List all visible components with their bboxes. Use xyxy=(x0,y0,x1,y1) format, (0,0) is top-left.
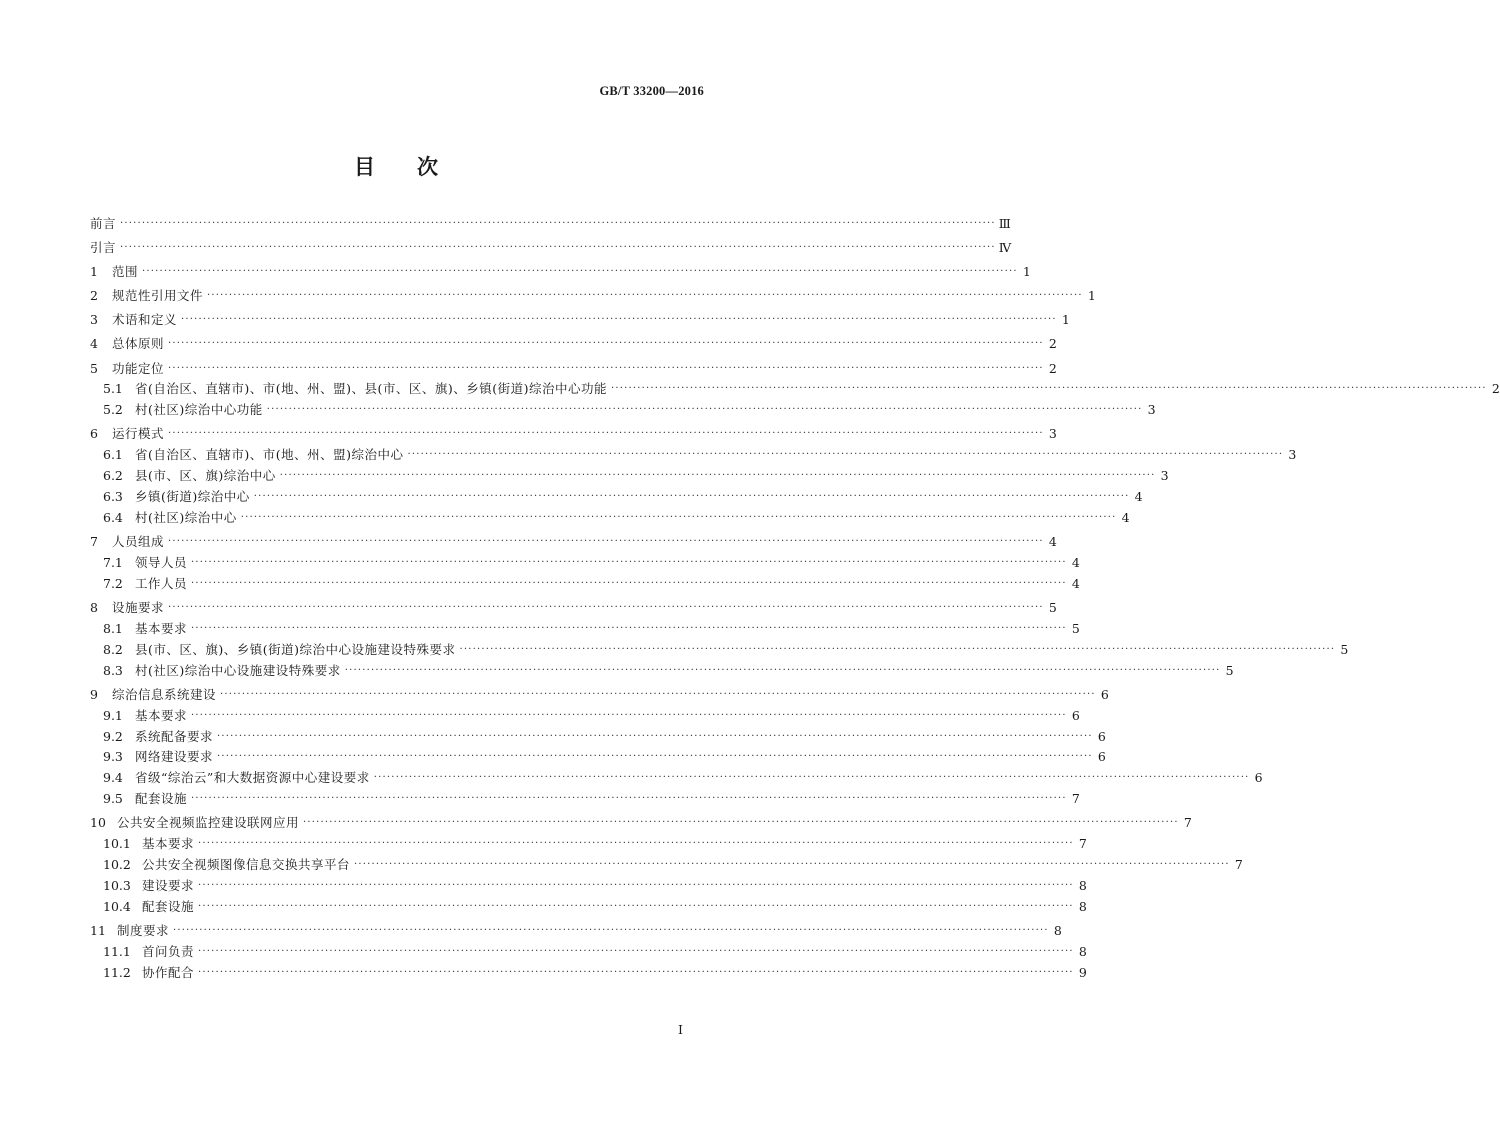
toc-entry-number: 11.1 xyxy=(103,943,131,959)
toc-entry-label: 运行模式 xyxy=(112,426,165,442)
toc-leader-dots: ········································································································································································································ xyxy=(217,751,1093,763)
toc-entry-page: 5 xyxy=(1225,662,1234,678)
toc-entry-label: 基本要求 xyxy=(142,836,195,852)
toc-entry-page: Ⅲ xyxy=(998,216,1011,231)
page-folio: Ⅰ xyxy=(678,1022,683,1037)
toc-entry-label: 村(社区)综治中心 xyxy=(135,510,237,525)
toc-entry-number: 9.2 xyxy=(103,728,123,744)
toc-leader-dots: ········································································································································································································ xyxy=(191,709,1067,721)
toc-entry-number: 8.2 xyxy=(103,641,123,657)
toc-entry-label: 范围 xyxy=(112,264,139,280)
toc-entry-number: 9.5 xyxy=(103,791,123,807)
toc-entry-label: 公共安全视频图像信息交换共享平台 xyxy=(142,857,351,873)
toc-entry-label: 配套设施 xyxy=(135,791,188,807)
toc-entry-page: 7 xyxy=(1078,836,1087,852)
toc-leader-dots: ········································································································································································································ xyxy=(120,218,996,229)
toc-leader-dots: ········································································································································································································ xyxy=(191,793,1067,805)
toc-entry-number: 8.1 xyxy=(103,620,123,636)
toc-leader-dots: ········································································································································································································ xyxy=(266,404,1143,416)
toc-entry-page: 4 xyxy=(1121,510,1130,525)
toc-entry-page: 3 xyxy=(1147,402,1156,418)
toc-entry-label: 建设要求 xyxy=(142,877,195,893)
toc-entry[interactable] xyxy=(90,489,1143,505)
toc-entry-label: 配套设施 xyxy=(142,898,195,914)
toc-entry-label: 村(社区)综治中心设施建设特殊要求 xyxy=(135,662,341,678)
toc-leader-dots: ········································································································································································································ xyxy=(198,945,1074,957)
toc-entry-label: 省(自治区、直辖市)、市(地、州、盟)、县(市、区、旗)、乡镇(街道)综治中心功能 xyxy=(135,381,608,397)
toc-leader-dots: ········································································································································································································ xyxy=(240,512,1117,523)
toc-entry-label: 乡镇(街道)综治中心 xyxy=(135,489,250,505)
toc-entry-number: 6.4 xyxy=(103,510,123,525)
toc-entry-label: 术语和定义 xyxy=(112,312,178,328)
toc-entry[interactable] xyxy=(90,791,1080,807)
toc-entry-number: 10.4 xyxy=(103,898,131,914)
toc-leader-dots: ········································································································································································································ xyxy=(279,470,1156,482)
toc-entry-number: 7.2 xyxy=(103,575,123,591)
toc-entry-page: 6 xyxy=(1100,686,1109,702)
toc-entry[interactable] xyxy=(90,599,1057,615)
toc-entry[interactable] xyxy=(90,943,1087,959)
toc-entry-label: 引言 xyxy=(90,240,117,256)
toc-entry-page: 1 xyxy=(1061,312,1070,328)
toc-entry[interactable] xyxy=(90,336,1057,352)
toc-entry[interactable] xyxy=(90,575,1080,591)
toc-entry[interactable] xyxy=(90,770,1263,786)
toc-entry-label: 规范性引用文件 xyxy=(112,288,204,304)
toc-entry-label: 系统配备要求 xyxy=(135,728,214,744)
toc-entry-page: 3 xyxy=(1048,426,1057,442)
toc-entry-page: 4 xyxy=(1071,554,1080,570)
toc-entry-page: 6 xyxy=(1254,770,1263,786)
toc-leader-dots: ········································································································································································································ xyxy=(253,491,1130,503)
toc-entry-page: 3 xyxy=(1160,468,1169,484)
toc-entry[interactable] xyxy=(90,620,1080,636)
toc-leader-dots: ········································································································································································································ xyxy=(191,622,1067,634)
toc-entry-page: 7 xyxy=(1234,857,1243,873)
toc-entry-page: 1 xyxy=(1022,264,1031,280)
toc-entry-label: 人员组成 xyxy=(112,534,165,550)
toc-entry-page: 7 xyxy=(1071,791,1080,807)
title-char-2: 次 xyxy=(417,154,440,179)
toc-leader-dots: ········································································································································································································ xyxy=(198,838,1074,850)
toc-entry-number: 7.1 xyxy=(103,554,123,570)
toc-entry[interactable] xyxy=(90,288,1096,304)
table-of-contents xyxy=(90,216,1500,980)
toc-entry-number: 9.3 xyxy=(103,749,123,765)
toc-leader-dots: ········································································································································································································ xyxy=(207,290,1083,302)
toc-entry-number: 11 xyxy=(90,922,106,938)
toc-entry-number: 2 xyxy=(90,288,98,304)
toc-entry-number: 10.2 xyxy=(103,857,131,873)
toc-entry-number: 1 xyxy=(90,264,98,280)
toc-entry-number: 9 xyxy=(90,686,98,702)
toc-entry-page: 5 xyxy=(1048,599,1057,615)
toc-entry-page: 9 xyxy=(1078,964,1087,980)
toc-entry[interactable] xyxy=(90,534,1057,550)
toc-entry-page: 6 xyxy=(1097,728,1106,744)
toc-leader-dots: ········································································································································································································ xyxy=(354,859,1230,871)
toc-entry-label: 网络建设要求 xyxy=(135,749,214,765)
page-title xyxy=(0,151,794,181)
toc-leader-dots: ········································································································································································································ xyxy=(198,966,1074,978)
toc-leader-dots: ········································································································································································································ xyxy=(191,556,1067,568)
toc-leader-dots: ········································································································································································································ xyxy=(168,362,1044,374)
toc-entry-page: 3 xyxy=(1288,447,1297,463)
toc-entry-number: 6 xyxy=(90,426,98,442)
toc-entry-page: 8 xyxy=(1078,877,1087,893)
toc-entry-label: 功能定位 xyxy=(112,360,165,376)
toc-leader-dots: ········································································································································································································ xyxy=(217,730,1093,742)
toc-leader-dots: ········································································································································································································ xyxy=(168,338,1044,350)
toc-leader-dots: ········································································································································································································ xyxy=(198,879,1074,891)
toc-leader-dots: ········································································································································································································ xyxy=(198,900,1074,912)
standard-number: GB/T 33200—2016 xyxy=(599,84,704,98)
toc-entry[interactable] xyxy=(90,468,1169,484)
toc-entry[interactable] xyxy=(90,240,1012,256)
toc-entry-page: 5 xyxy=(1071,620,1080,636)
toc-entry[interactable] xyxy=(90,686,1109,702)
toc-entry-number: 11.2 xyxy=(103,964,131,980)
toc-entry-label: 基本要求 xyxy=(135,620,188,636)
toc-leader-dots: ········································································································································································································ xyxy=(407,449,1284,461)
toc-leader-dots: ········································································································································································································ xyxy=(168,428,1044,440)
toc-entry-label: 协作配合 xyxy=(142,964,195,980)
toc-entry-page: 4 xyxy=(1071,575,1080,591)
toc-entry-page: 5 xyxy=(1340,641,1349,657)
toc-entry-number: 5.1 xyxy=(103,381,123,397)
toc-leader-dots: ········································································································································································································ xyxy=(220,688,1096,700)
toc-entry[interactable] xyxy=(90,360,1057,376)
toc-entry-number: 5.2 xyxy=(103,402,123,418)
toc-entry[interactable] xyxy=(90,216,1011,231)
toc-entry-number: 5 xyxy=(90,360,98,376)
toc-entry[interactable] xyxy=(90,662,1234,678)
toc-entry-number: 9.4 xyxy=(103,770,123,786)
toc-entry[interactable] xyxy=(90,964,1087,980)
toc-entry[interactable] xyxy=(90,510,1130,525)
toc-entry-label: 省(自治区、直辖市)、市(地、州、盟)综治中心 xyxy=(135,447,404,463)
toc-entry-page: 7 xyxy=(1183,815,1192,831)
toc-entry-label: 前言 xyxy=(90,216,117,231)
toc-leader-dots: ········································································································································································································ xyxy=(611,383,1487,395)
toc-leader-dots: ········································································································································································································ xyxy=(459,643,1336,655)
toc-entry-label: 基本要求 xyxy=(135,707,188,723)
toc-entry-label: 省级“综治云”和大数据资源中心建设要求 xyxy=(135,770,370,786)
toc-leader-dots: ········································································································································································································ xyxy=(120,242,996,254)
toc-leader-dots: ········································································································································································································ xyxy=(191,577,1067,589)
toc-entry-label: 综治信息系统建设 xyxy=(112,686,217,702)
toc-leader-dots: ········································································································································································································ xyxy=(173,924,1049,936)
toc-entry-label: 县(市、区、旗)综治中心 xyxy=(135,468,276,484)
toc-entry-label: 县(市、区、旗)、乡镇(街道)综治中心设施建设特殊要求 xyxy=(135,641,456,657)
toc-entry-number: 3 xyxy=(90,312,98,328)
toc-leader-dots: ········································································································································································································ xyxy=(373,772,1250,784)
toc-entry[interactable] xyxy=(90,707,1080,723)
toc-entry-page: 2 xyxy=(1491,381,1500,397)
toc-entry[interactable] xyxy=(90,381,1500,397)
toc-entry-page: 4 xyxy=(1048,534,1057,550)
toc-entry-page: 8 xyxy=(1078,898,1087,914)
toc-entry-page: 8 xyxy=(1053,922,1062,938)
toc-entry-number: 6.3 xyxy=(103,489,123,505)
title-char-1: 目 xyxy=(354,154,377,179)
toc-entry-number: 9.1 xyxy=(103,707,123,723)
toc-entry-number: 4 xyxy=(90,336,98,352)
toc-entry[interactable] xyxy=(90,877,1087,893)
toc-entry-number: 7 xyxy=(90,534,98,550)
toc-entry[interactable] xyxy=(90,836,1087,852)
toc-entry-page: 4 xyxy=(1134,489,1143,505)
toc-leader-dots: ········································································································································································································ xyxy=(168,536,1044,548)
toc-entry[interactable] xyxy=(90,312,1070,328)
toc-entry-label: 公共安全视频监控建设联网应用 xyxy=(117,815,300,831)
toc-entry[interactable] xyxy=(90,815,1192,831)
toc-entry[interactable] xyxy=(90,749,1106,765)
toc-entry[interactable] xyxy=(90,857,1243,873)
toc-entry-number: 6.2 xyxy=(103,468,123,484)
toc-entry-number: 6.1 xyxy=(103,447,123,463)
toc-entry-page: 8 xyxy=(1078,943,1087,959)
toc-leader-dots: ········································································································································································································ xyxy=(344,664,1221,676)
toc-entry-number: 10 xyxy=(90,815,106,831)
toc-entry-page: 1 xyxy=(1087,288,1096,304)
toc-entry[interactable] xyxy=(90,641,1349,657)
toc-entry-page: 2 xyxy=(1048,336,1057,352)
toc-leader-dots: ········································································································································································································ xyxy=(181,314,1057,326)
toc-entry[interactable] xyxy=(90,402,1156,418)
toc-entry-page: 6 xyxy=(1097,749,1106,765)
toc-entry[interactable] xyxy=(90,264,1031,280)
toc-leader-dots: ········································································································································································································ xyxy=(142,266,1018,278)
toc-entry-label: 制度要求 xyxy=(117,922,170,938)
toc-entry[interactable] xyxy=(90,426,1057,442)
toc-entry-label: 工作人员 xyxy=(135,575,188,591)
toc-entry-label: 领导人员 xyxy=(135,554,188,570)
toc-entry[interactable] xyxy=(90,922,1062,938)
toc-entry[interactable] xyxy=(90,898,1087,914)
toc-entry-label: 首问负责 xyxy=(142,943,195,959)
toc-entry[interactable] xyxy=(90,728,1106,744)
toc-entry-number: 10.1 xyxy=(103,836,131,852)
toc-entry[interactable] xyxy=(90,447,1297,463)
toc-entry-label: 设施要求 xyxy=(112,599,165,615)
toc-entry-page: 6 xyxy=(1071,707,1080,723)
toc-entry-label: 总体原则 xyxy=(112,336,165,352)
toc-entry-number: 8.3 xyxy=(103,662,123,678)
toc-entry-page: Ⅳ xyxy=(998,240,1012,256)
toc-entry-label: 村(社区)综治中心功能 xyxy=(135,402,263,418)
toc-entry-number: 8 xyxy=(90,599,98,615)
toc-entry-number: 10.3 xyxy=(103,877,131,893)
toc-leader-dots: ········································································································································································································ xyxy=(303,817,1179,829)
toc-entry[interactable] xyxy=(90,554,1080,570)
toc-leader-dots: ········································································································································································································ xyxy=(168,601,1044,613)
toc-entry-page: 2 xyxy=(1048,360,1057,376)
